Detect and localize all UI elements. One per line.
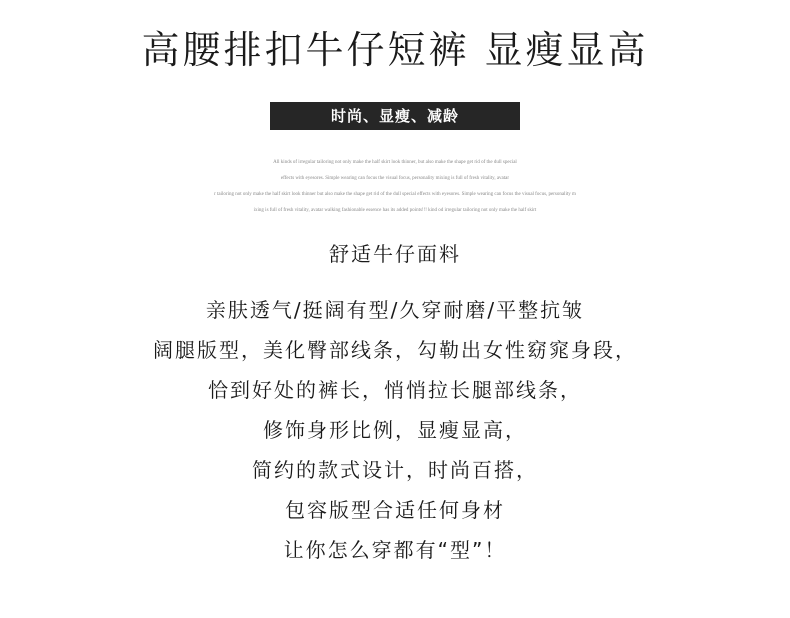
fabric-subheading: 舒适牛仔面料 [329, 242, 461, 266]
fine-print-line: ixing is full of fresh vitality, avatar walking fashionable essence has its added points!!! kind od irregular tailoring not only make the half skirt [253, 208, 537, 213]
feature-line: 简约的款式设计，时尚百搭， [252, 458, 538, 482]
tagline-banner: 时尚、显瘦、减龄 [270, 102, 520, 130]
feature-line: 阔腿版型，美化臀部线条，勾勒出女性窈窕身段， [153, 338, 637, 362]
fine-print-line: effects with eyesores. Simple wearing can focus the visual focus, personality mixing is full of fresh vitality, avatar [280, 176, 510, 181]
fine-print-line: All kinds of irregular tailoring not only make the half skirt look thinner, but also make the shape get rid of the dull special [273, 160, 517, 165]
fine-print-block [150, 155, 640, 219]
feature-line: 让你怎么穿都有“型”！ [283, 538, 507, 562]
fine-print-line: r tailoring not only make the half skirt look thinner but also make the shape get rid of the dull special effects with eyesores. Simple wearing can focus the visual focus, personality m [214, 192, 576, 197]
feature-list [0, 290, 790, 570]
feature-line: 修饰身形比例，显瘦显高， [263, 418, 527, 442]
feature-line: 包容版型合适任何身材 [285, 498, 505, 522]
product-title: 高腰排扣牛仔短裤 显瘦显高 [141, 28, 649, 72]
feature-line: 恰到好处的裤长，悄悄拉长腿部线条， [208, 378, 582, 402]
feature-line: 亲肤透气/挺阔有型/久穿耐磨/平整抗皱 [205, 298, 585, 322]
